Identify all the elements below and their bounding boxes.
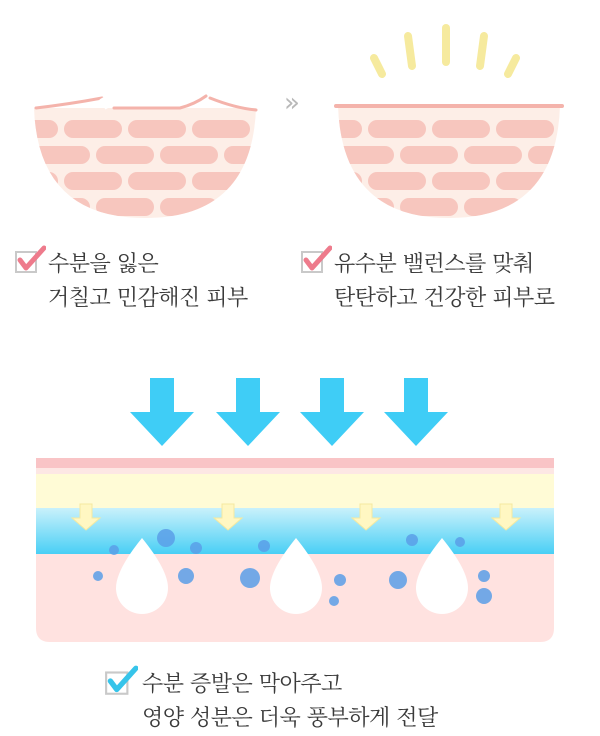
sun-rays-icon	[360, 22, 530, 82]
double-chevron-right-icon: »	[284, 88, 300, 118]
bottom-caption-line2: 영양 성분은 더욱 풍부하게 전달	[142, 706, 438, 731]
checkmark-icon	[14, 244, 46, 276]
healthy-skin-illustration	[334, 90, 564, 222]
bottom-caption-line1: 수분 증발은 막아주고	[142, 672, 342, 697]
dry-skin-illustration	[30, 90, 260, 220]
down-arrow-icon	[384, 378, 448, 446]
after-caption	[334, 248, 555, 316]
skin-layers-diagram	[36, 458, 554, 644]
after-caption-line1: 유수분 밸런스를 맞춰	[334, 252, 534, 277]
down-arrow-icon	[216, 378, 280, 446]
before-caption-line1: 수분을 잃은	[48, 252, 159, 277]
down-arrow-icon	[300, 378, 364, 446]
before-caption-line2: 거칠고 민감해진 피부	[48, 286, 248, 311]
before-caption	[48, 248, 248, 316]
bottom-caption	[142, 668, 438, 736]
checkmark-icon	[300, 244, 332, 276]
after-caption-line2: 탄탄하고 건강한 피부로	[334, 286, 555, 311]
down-arrows	[130, 378, 460, 450]
down-arrow-icon	[130, 378, 194, 446]
checkmark-icon	[104, 664, 138, 698]
